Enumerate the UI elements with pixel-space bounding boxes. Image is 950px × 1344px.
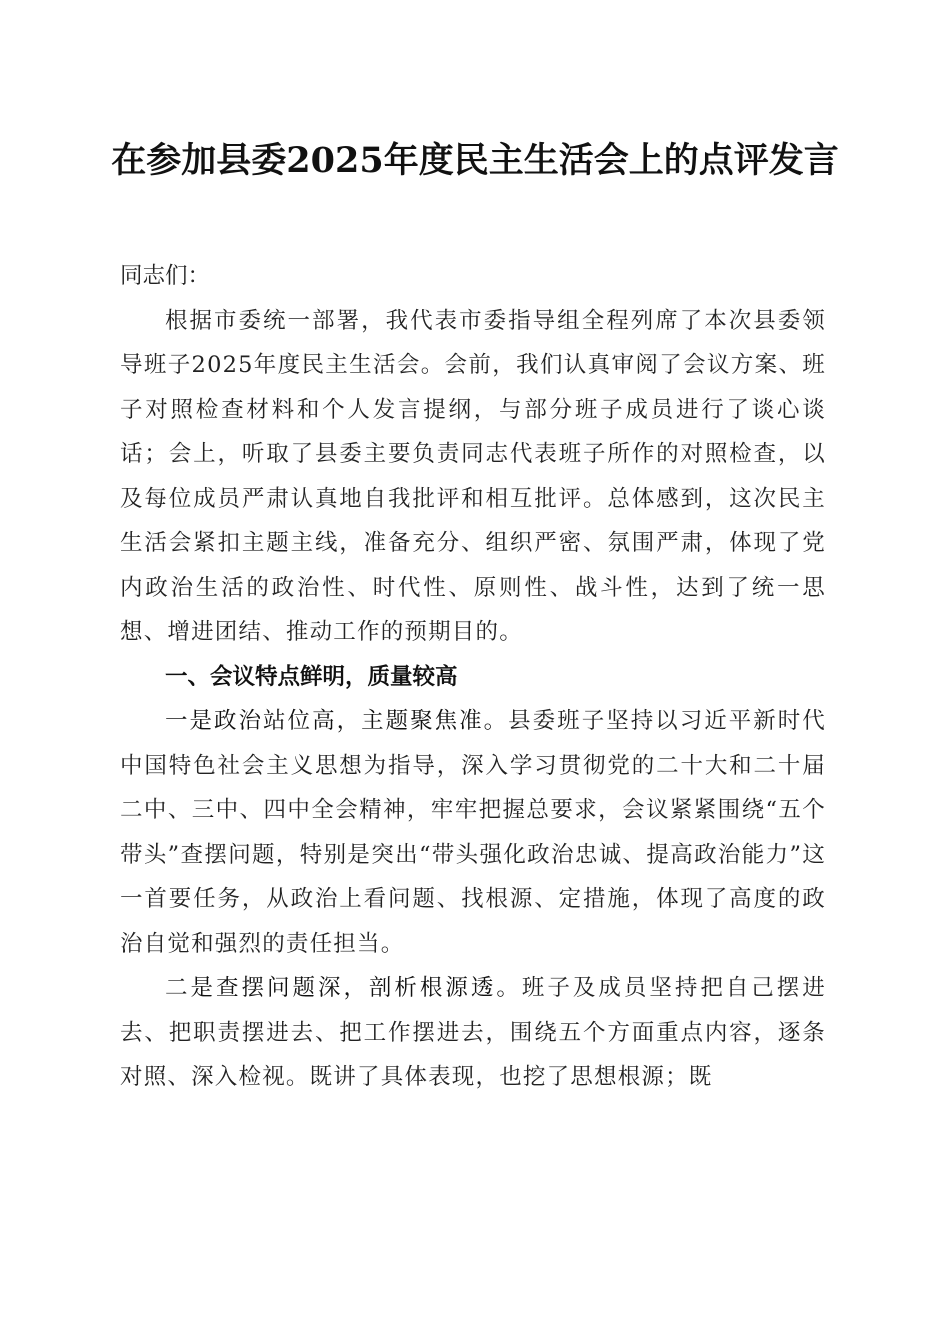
point-2-body: 班子及成员坚持把自己摆进去、把职责摆进去、把工作摆进去，围绕五个方面重点内容，逐条对照、深入检视。既讲了具体表现，也挖了思想根源；既 [120, 975, 826, 1090]
salutation: 同志们： [120, 263, 211, 289]
point-1-lead: 一是政治站位高，主题聚焦准。 [165, 708, 509, 734]
intro-paragraph: 根据市委统一部署，我代表市委指导组全程列席了本次县委领导班子2025年度民主生活会。会前，我们认真审阅了会议方案、班子对照检查材料和个人发言提纲，与部分班子成员进行了谈心谈话；会上，听取了县委主要负责同志代表班子所作的对照检查，以及每位成员严肃认真地自我批评和相互批评。总体感到，这次民主生活会紧扣主题主线，准备充分、组织严密、氛围严肃，体现了党内政治生活的政治性、时代性、原则性、战斗性，达到了统一思想、增进团结、推动工作的预期目的。 [120, 307, 826, 645]
point-2-paragraph [120, 966, 826, 1100]
section-heading-1: 一、会议特点鲜明，质量较高 [165, 663, 458, 690]
point-1-paragraph [120, 699, 826, 966]
point-2-lead: 二是查摆问题深，剖析根源透。 [165, 975, 522, 1001]
document-title: 在参加县委2025年度民主生活会上的点评发言 [111, 140, 839, 181]
document-body [120, 254, 826, 1100]
point-1-body: 县委班子坚持以习近平新时代中国特色社会主义思想为指导，深入学习贯彻党的二十大和二十届二中、三中、四中全会精神，牢牢把握总要求，会议紧紧围绕“五个带头”查摆问题，特别是突出“带头强化政治忠诚、提高政治能力”这一首要任务，从政治上看问题、找根源、定措施，体现了高度的政治自觉和强烈的责任担当。 [120, 708, 826, 957]
